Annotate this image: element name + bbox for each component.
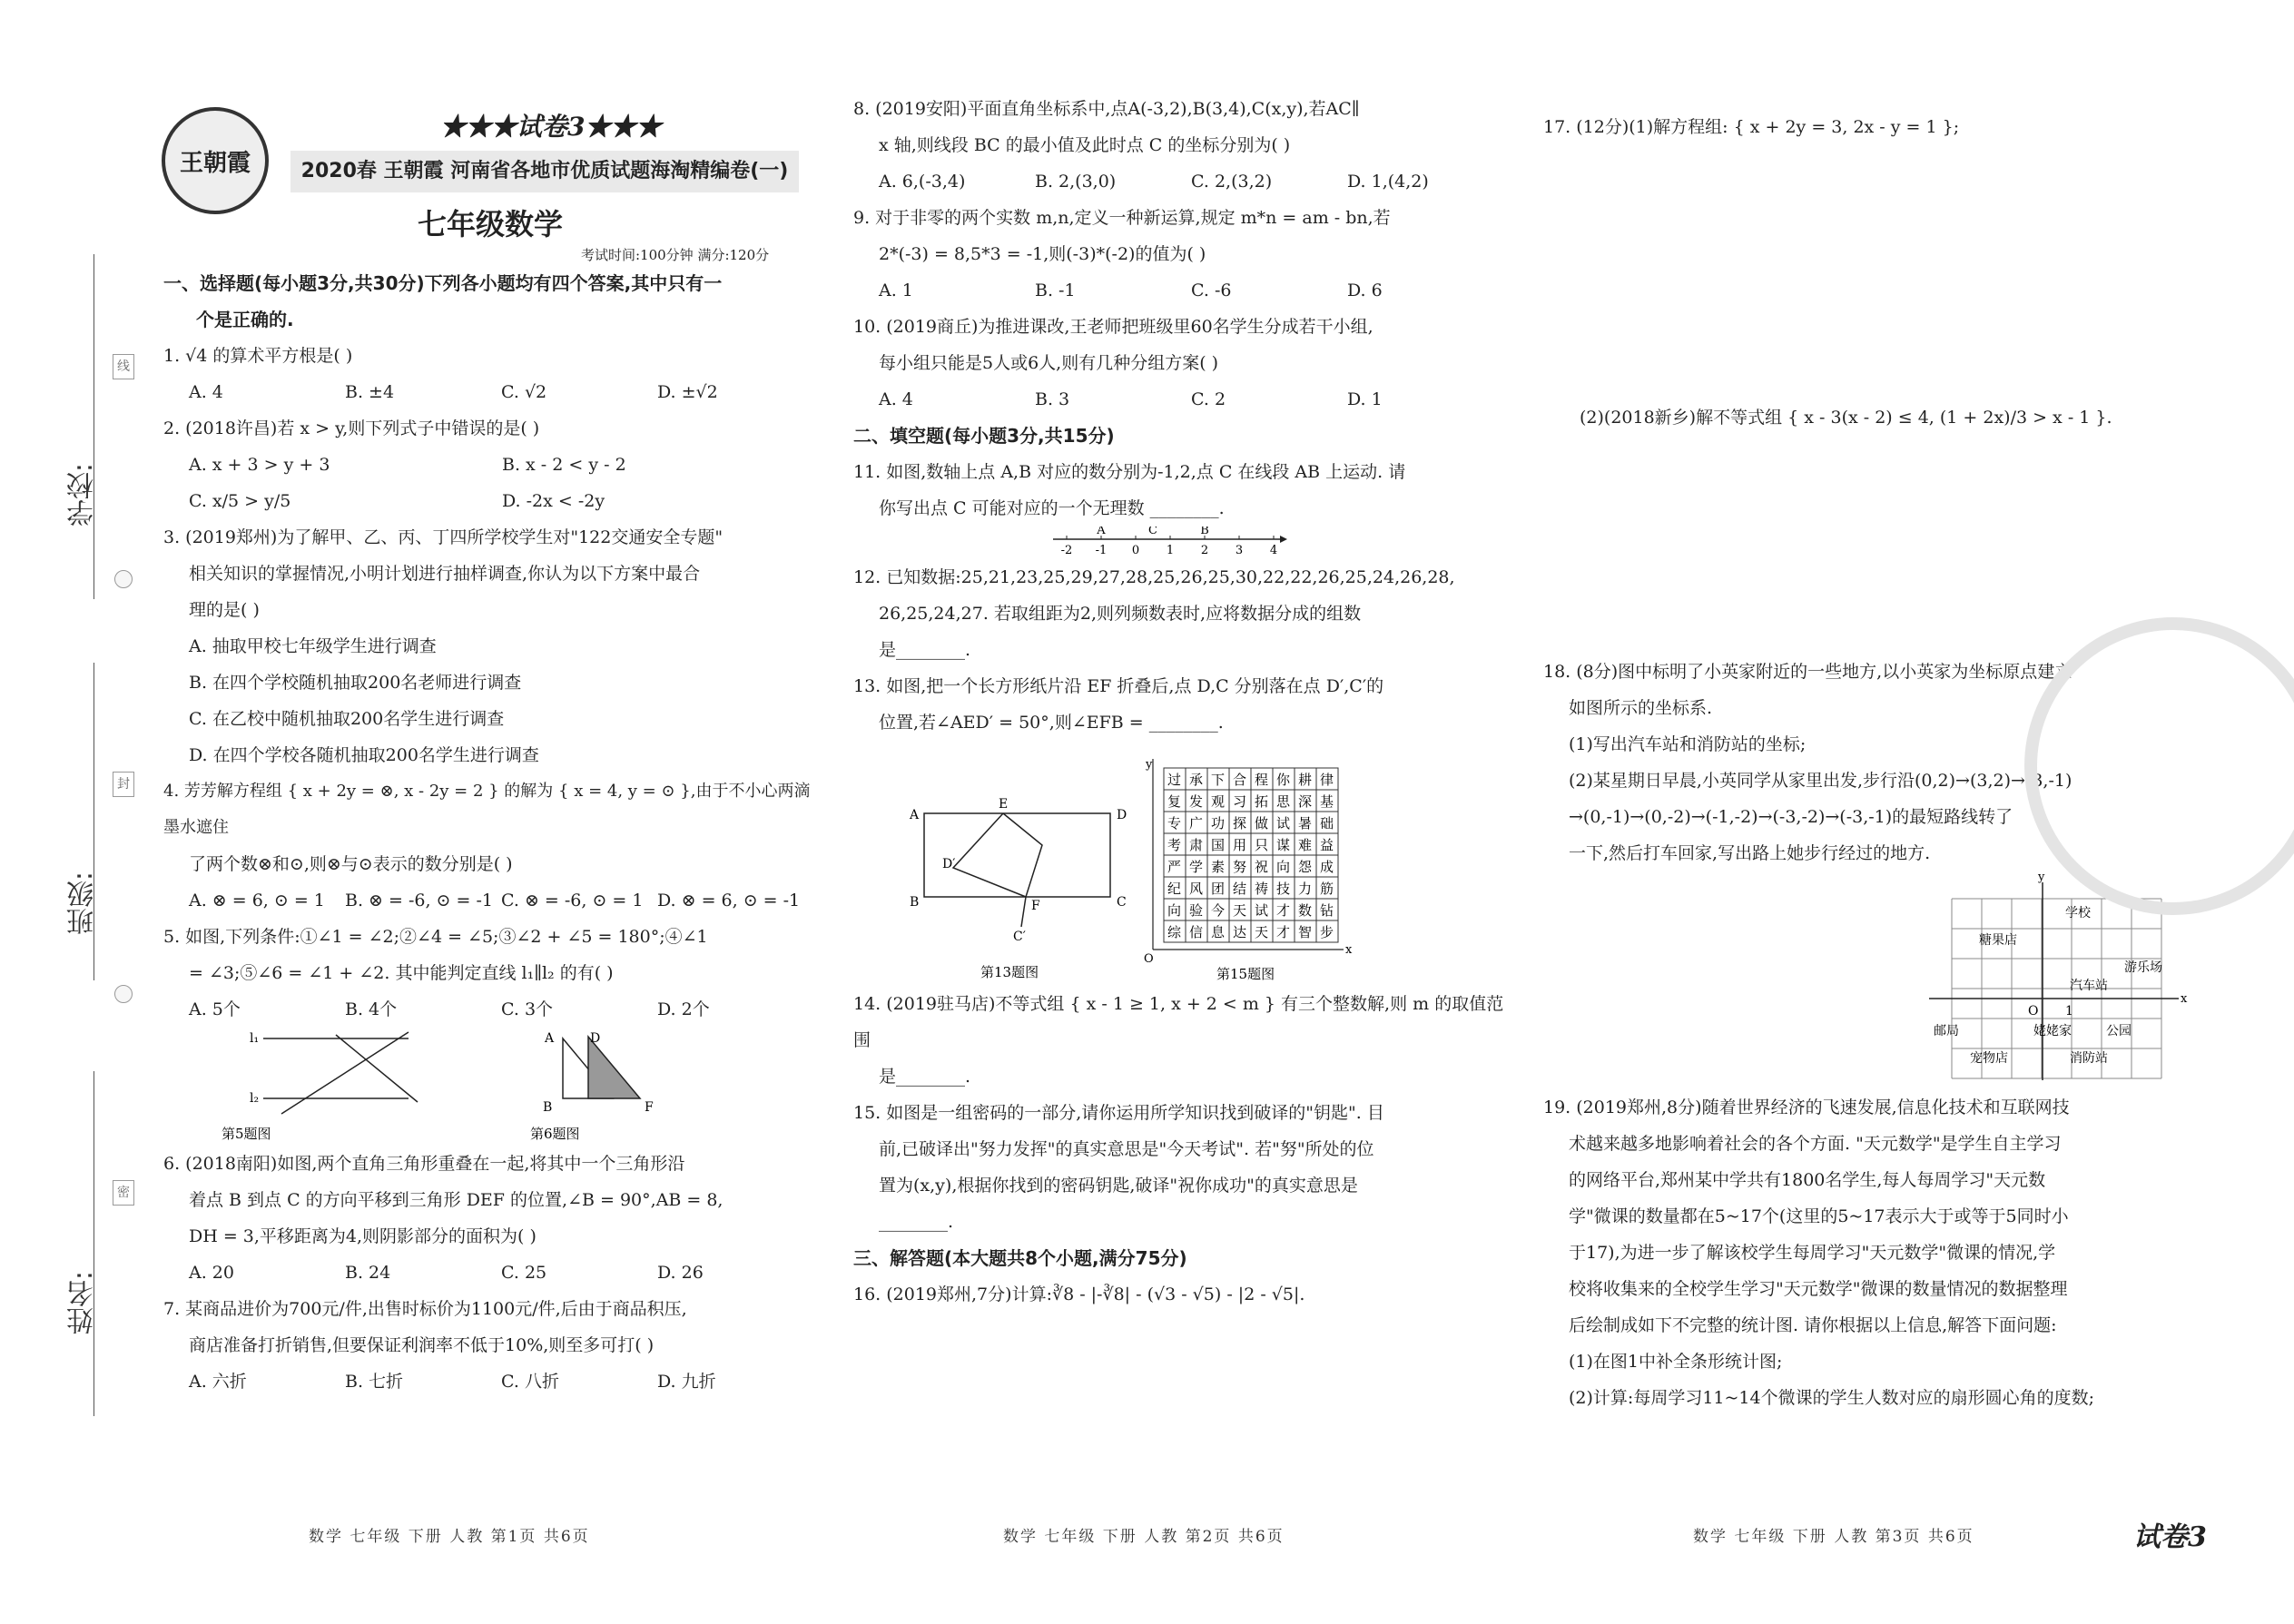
- question-12: 是________.: [879, 640, 971, 660]
- cipher-char: 筋: [1320, 881, 1334, 897]
- svg-text:D′: D′: [942, 857, 956, 871]
- option: C. 25: [501, 1263, 547, 1283]
- question-11: 你写出点 C 可能对应的一个无理数 ________.: [879, 498, 1225, 518]
- brand-logo: [162, 107, 269, 214]
- section-title: 一、选择题(每小题3分,共30分)下列各小题均有四个答案,其中只有一: [163, 272, 723, 294]
- question-18: 一下,然后打车回家,写出路上她步行经过的地方.: [1569, 843, 1931, 863]
- cipher-char: 肃: [1189, 837, 1204, 853]
- paper-badge: ★★★试卷3★★★: [440, 112, 662, 142]
- svg-text:D: D: [590, 1031, 601, 1046]
- svg-text:-2: -2: [1060, 544, 1073, 557]
- question-3: 3. (2019郑州)为了解甲、乙、丙、丁四所学校学生对"122交通安全专题": [163, 527, 724, 547]
- question-14: 14. (2019驻马店)不等式组 { x - 1 ≥ 1, x + 2 < m } 有三个整数解,则 m 的取值范围: [853, 994, 1504, 1050]
- option: B. -1: [1035, 281, 1076, 300]
- cipher-char: 础: [1320, 815, 1334, 832]
- cipher-char: 暑: [1298, 815, 1313, 832]
- binding-hole: [114, 570, 133, 588]
- cipher-char: 复: [1167, 793, 1182, 810]
- column-1: [163, 265, 817, 1400]
- cipher-char: 用: [1233, 837, 1247, 853]
- cipher-char: 观: [1211, 793, 1226, 810]
- cipher-char: 风: [1189, 881, 1204, 897]
- question-19: 的网络平台,郑州某中学共有1800名学生,每人每周学习"天元数: [1569, 1170, 2046, 1190]
- option: C. 八折: [501, 1372, 559, 1392]
- option: A. 1: [879, 281, 913, 300]
- question-15: 置为(x,y),根据你找到的密码钥匙,破译"祝你成功"的真实意思是: [879, 1176, 1358, 1196]
- question-10: 每小组只能是5人或6人,则有几种分组方案( ): [879, 353, 1219, 373]
- figure-15: [1144, 758, 1353, 982]
- number-line-figure: [853, 527, 1507, 559]
- question-19: 后绘制成如下不完整的统计图. 请你根据以上信息,解答下面问题:: [1569, 1315, 2057, 1335]
- footer-page-3: 数学 七年级 下册 人教 第3页 共6页: [1693, 1528, 1974, 1546]
- svg-text:B: B: [910, 895, 920, 910]
- option: A. 4: [879, 389, 913, 409]
- question-8: x 轴,则线段 BC 的最小值及此时点 C 的坐标分别为( ): [879, 135, 1291, 155]
- cipher-char: 技: [1276, 881, 1291, 897]
- option: C. x/5 > y/5: [189, 491, 291, 511]
- question-19: 19. (2019郑州,8分)随着世界经济的飞速发展,信息化技术和互联网技: [1543, 1097, 2070, 1117]
- cipher-char: 信: [1189, 924, 1204, 940]
- cipher-char: 耕: [1298, 772, 1313, 788]
- cipher-char: 思: [1276, 793, 1291, 810]
- cipher-char: 天: [1233, 902, 1247, 919]
- svg-text:l₂: l₂: [250, 1091, 260, 1106]
- cipher-char: 承: [1189, 772, 1204, 788]
- svg-text:y: y: [1146, 758, 1153, 772]
- question-18: (1)写出汽车站和消防站的坐标;: [1569, 734, 1807, 754]
- option: A. 六折: [189, 1372, 247, 1392]
- question-10: 10. (2019商丘)为推进课改,王老师把班级里60名学生分成若干小组,: [853, 317, 1373, 337]
- cipher-char: 国: [1211, 837, 1226, 853]
- cipher-char: 试: [1255, 902, 1269, 919]
- figures-13-15: [853, 741, 1507, 986]
- option: A. 6,(-3,4): [879, 172, 966, 192]
- cipher-char: 祷: [1255, 881, 1269, 897]
- option: C. -6: [1191, 281, 1232, 300]
- question-9: 9. 对于非零的两个实数 m,n,定义一种新运算,规定 m*n = am - bn,若: [853, 208, 1391, 228]
- cipher-char: 才: [1276, 902, 1291, 919]
- option: C. 2: [1191, 389, 1226, 409]
- number-line-svg: [853, 527, 1507, 559]
- school-label: 学校:: [67, 463, 99, 527]
- subject-title: 七年级数学: [417, 207, 563, 241]
- question-8: 8. (2019安阳)平面直角坐标系中,点A(-3,2),B(3,4),C(x,y),若AC∥: [853, 99, 1360, 119]
- options-q2: [163, 447, 817, 483]
- map-pet-shop: 宠物店: [1970, 1051, 2008, 1066]
- option: D. 2个: [657, 999, 710, 1019]
- svg-text:F: F: [1031, 899, 1040, 913]
- options-q7: [163, 1363, 817, 1400]
- question-11: 11. 如图,数轴上点 A,B 对应的数分别为-1,2,点 C 在线段 AB 上运动. 请: [853, 462, 1406, 482]
- figure-13-caption: 第13题图: [980, 964, 1039, 980]
- option: C. ⊗ = -6, ⊙ = 1: [501, 891, 644, 910]
- cipher-char: 探: [1233, 815, 1247, 832]
- question-16: 16. (2019郑州,7分)计算:∛8 - |-∛8| - (√3 - √5) - |2 - √5|.: [853, 1284, 1305, 1304]
- section-title: 二、填空题(每小题3分,共15分): [853, 425, 1115, 447]
- map-home: 姥姥家: [2033, 1024, 2072, 1038]
- svg-text:C′: C′: [1013, 930, 1026, 944]
- cipher-char: 达: [1233, 924, 1247, 940]
- cipher-char: 益: [1320, 837, 1334, 853]
- seal-mark: 密: [113, 1180, 134, 1206]
- exam-info: 考试时间:100分钟 满分:120分: [581, 247, 770, 263]
- option: B. ⊗ = -6, ⊙ = -1: [345, 891, 493, 910]
- class-label: 班级:: [67, 871, 99, 936]
- cipher-char: 拓: [1255, 793, 1269, 810]
- options-q1: [163, 374, 817, 410]
- map-playground: 游乐场: [2124, 960, 2162, 975]
- map-figure: [1543, 871, 2197, 1089]
- option: B. 2,(3,0): [1035, 172, 1117, 192]
- map-park: 公园: [2106, 1024, 2132, 1038]
- question-19: (2)计算:每周学习11~14个微课的学生人数对应的扇形圆心角的度数;: [1569, 1388, 2094, 1408]
- question-13: 13. 如图,把一个长方形纸片沿 EF 折叠后,点 D,C 分别落在点 D′,C′的: [853, 676, 1384, 696]
- question-18: 18. (8分)图中标明了小英家附近的一些地方,以小英家为坐标原点建立: [1543, 662, 2072, 682]
- cipher-char: 怨: [1298, 859, 1313, 875]
- option: C. 2,(3,2): [1191, 172, 1273, 192]
- figure-13-15-svg: [853, 741, 1507, 986]
- figure-13: [909, 797, 1127, 980]
- svg-text:E: E: [999, 797, 1009, 812]
- question-12: 12. 已知数据:25,21,23,25,29,27,28,25,26,25,30,22,22,26,25,24,26,28,: [853, 567, 1455, 587]
- option: D. -2x < -2y: [502, 491, 605, 511]
- option: D. 九折: [657, 1372, 716, 1392]
- option: D. ±√2: [657, 382, 718, 402]
- cipher-char: 发: [1189, 793, 1204, 810]
- map-bus-station: 汽车站: [2070, 979, 2108, 993]
- cipher-char: 智: [1298, 924, 1313, 940]
- svg-text:D: D: [1117, 808, 1127, 822]
- cipher-char: 专: [1167, 815, 1182, 832]
- figure-5-caption: 第5题图: [222, 1126, 271, 1142]
- question-19: 术越来越多地影响着社会的各个方面. "天元数学"是学生自主学习: [1569, 1134, 2062, 1154]
- figures-5-6: [163, 1028, 817, 1146]
- figure-6-caption: 第6题图: [530, 1126, 580, 1142]
- question-19: 于17),为进一步了解该校学生每周学习"天元数学"微课的情况,学: [1569, 1243, 2056, 1263]
- svg-text:y: y: [2038, 871, 2045, 884]
- option: B. 4个: [345, 999, 398, 1019]
- cipher-char: 向: [1276, 859, 1291, 875]
- svg-text:4: 4: [1269, 544, 1278, 557]
- cipher-char: 基: [1320, 793, 1334, 810]
- section-title: 个是正确的.: [196, 309, 294, 330]
- cipher-char: 向: [1167, 902, 1182, 919]
- question-17-part2: (2)(2018新乡)解不等式组 { x - 3(x - 2) ≤ 4, (1 + 2x)/3 > x - 1 }.: [1580, 408, 2112, 428]
- cipher-char: 功: [1211, 815, 1226, 832]
- option: C. 在乙校中随机抽取200名学生进行调查: [189, 709, 505, 729]
- question-15: ________.: [879, 1212, 954, 1232]
- options-q6: [163, 1255, 817, 1291]
- question-2: 2. (2018许昌)若 x > y,则下列式子中错误的是( ): [163, 418, 540, 438]
- option: D. 6: [1347, 281, 1383, 300]
- cipher-char: 验: [1189, 902, 1204, 919]
- question-7: 7. 某商品进价为700元/件,出售时标价为1100元/件,后由于商品积压,: [163, 1299, 687, 1319]
- cipher-char: 步: [1320, 924, 1334, 940]
- footer-tag: 试卷3: [2133, 1521, 2207, 1553]
- option: D. 1,(4,2): [1347, 172, 1429, 192]
- section-title: 三、解答题(本大题共8个小题,满分75分): [853, 1247, 1187, 1269]
- option: C. 3个: [501, 999, 554, 1019]
- cipher-char: 你: [1276, 772, 1291, 788]
- option: A. 5个: [189, 999, 241, 1019]
- cipher-char: 做: [1255, 815, 1269, 832]
- map-svg: [1543, 871, 2197, 1089]
- cipher-char: 下: [1211, 772, 1226, 788]
- svg-text:l₁: l₁: [250, 1031, 260, 1046]
- cipher-char: 成: [1320, 859, 1334, 875]
- question-18: 如图所示的坐标系.: [1569, 698, 1713, 718]
- question-19: 学"微课的数量都在5~17个(这里的5~17表示大于或等于5同时小: [1569, 1206, 2069, 1226]
- option: B. 3: [1035, 389, 1070, 409]
- cipher-char: 试: [1276, 815, 1291, 832]
- svg-text:-1: -1: [1095, 544, 1108, 557]
- binding-hole: [114, 985, 133, 1003]
- svg-text:O: O: [1144, 952, 1154, 966]
- origin-label: O: [2028, 1004, 2039, 1019]
- option: A. 抽取甲校七年级学生进行调查: [189, 636, 437, 656]
- cipher-char: 难: [1298, 837, 1313, 853]
- option: B. 在四个学校随机抽取200名老师进行调查: [189, 673, 522, 693]
- question-14: 是________.: [879, 1067, 971, 1087]
- options-q8: [853, 163, 1507, 200]
- option: D. 26: [657, 1263, 704, 1283]
- svg-text:x: x: [2181, 992, 2188, 1006]
- question-5: 5. 如图,下列条件:①∠1 = ∠2;②∠4 = ∠5;③∠2 + ∠5 = 180°;④∠1: [163, 927, 708, 947]
- options-q2: [163, 483, 817, 519]
- option: C. √2: [501, 382, 547, 402]
- map-school: 学校: [2065, 906, 2091, 920]
- map-fire-station: 消防站: [2070, 1051, 2108, 1066]
- svg-text:C: C: [1148, 527, 1157, 537]
- cipher-char: 严: [1167, 859, 1182, 875]
- options-q9: [853, 272, 1507, 309]
- cipher-char: 才: [1276, 924, 1291, 940]
- cipher-char: 谋: [1276, 837, 1291, 853]
- svg-text:A: A: [910, 808, 920, 822]
- seal-mark: 封: [113, 772, 134, 797]
- option: D. 1: [1347, 389, 1383, 409]
- cipher-char: 深: [1298, 793, 1313, 810]
- option: D. 在四个学校各随机抽取200名学生进行调查: [189, 745, 539, 765]
- option: B. 24: [345, 1263, 391, 1283]
- question-15: 前,已破译出"努力发挥"的真实意思是"今天考试". 若"努"所处的位: [879, 1139, 1374, 1159]
- name-label: 姓名:: [67, 1271, 99, 1335]
- option: A. x + 3 > y + 3: [189, 455, 330, 475]
- cipher-char: 程: [1255, 772, 1269, 788]
- cipher-char: 力: [1298, 881, 1313, 897]
- svg-text:C: C: [1117, 895, 1127, 910]
- cipher-char: 数: [1298, 902, 1313, 919]
- cipher-char: 纪: [1167, 881, 1182, 897]
- svg-text:0: 0: [1131, 544, 1140, 557]
- figure-5: [222, 1031, 418, 1142]
- cipher-char: 只: [1255, 837, 1269, 853]
- question-9: 2*(-3) = 8,5*3 = -1,则(-3)*(-2)的值为( ): [879, 244, 1206, 264]
- question-19: 校将收集来的全校学生学习"天元数学"微课的数量情况的数据整理: [1569, 1279, 2068, 1299]
- question-4: 了两个数⊗和⊙,则⊗与⊙表示的数分别是( ): [189, 854, 513, 874]
- cipher-char: 习: [1233, 793, 1247, 810]
- svg-text:A: A: [545, 1031, 555, 1046]
- cipher-char: 今: [1211, 902, 1226, 919]
- unit-label: 1: [2065, 1004, 2073, 1019]
- question-12: 26,25,24,27. 若取组距为2,则列频数表时,应将数据分成的组数: [879, 604, 1362, 624]
- figure-5-6-svg: [163, 1028, 817, 1146]
- figure-6: [530, 1031, 654, 1142]
- option: D. ⊗ = 6, ⊙ = -1: [657, 891, 801, 910]
- cipher-char: 钻: [1320, 902, 1334, 919]
- svg-text:x: x: [1345, 943, 1353, 957]
- cipher-char: 结: [1233, 881, 1247, 897]
- question-17: 17. (12分)(1)解方程组: { x + 2y = 3, 2x - y = 1 };: [1543, 117, 1960, 137]
- svg-text:3: 3: [1235, 544, 1244, 557]
- question-6: DH = 3,平移距离为4,则阴影部分的面积为( ): [189, 1226, 537, 1246]
- cipher-char: 过: [1167, 772, 1182, 788]
- question-13: 位置,若∠AED′ = 50°,则∠EFB = ________.: [879, 713, 1224, 733]
- question-4: 4. 芳芳解方程组 { x + 2y = ⊗, x - 2y = 2 } 的解为 { x = 4, y = ⊙ },由于不小心两滴墨水遮住: [163, 782, 811, 837]
- cipher-char: 努: [1233, 859, 1247, 875]
- cipher-char: 综: [1167, 924, 1182, 940]
- seal-mark: 线: [113, 354, 134, 379]
- question-6: 6. (2018南阳)如图,两个直角三角形重叠在一起,将其中一个三角形沿: [163, 1154, 685, 1174]
- options-q4: [163, 882, 817, 919]
- cipher-char: 学: [1189, 859, 1204, 875]
- svg-text:B: B: [1200, 527, 1209, 537]
- option: B. x - 2 < y - 2: [502, 455, 626, 475]
- cipher-char: 素: [1211, 859, 1226, 875]
- option: A. 4: [189, 382, 223, 402]
- svg-text:1: 1: [1166, 544, 1175, 557]
- question-5: = ∠3;⑤∠6 = ∠1 + ∠2. 其中能判定直线 l₁∥l₂ 的有( ): [189, 963, 614, 983]
- footer-page-2: 数学 七年级 下册 人教 第2页 共6页: [1003, 1528, 1285, 1546]
- option: A. ⊗ = 6, ⊙ = 1: [189, 891, 325, 910]
- question-7: 商店准备打折销售,但要保证利润率不低于10%,则至多可打( ): [189, 1335, 655, 1355]
- cipher-grid: [1164, 768, 1338, 942]
- cipher-char: 广: [1189, 815, 1204, 832]
- column-2: [853, 91, 1507, 1313]
- map-post-office: 邮局: [1934, 1024, 1959, 1038]
- question-18: (2)某星期日早晨,小英同学从家里出发,步行沿(0,2)→(3,2)→(3,-1): [1569, 771, 2072, 791]
- cipher-char: 考: [1167, 837, 1182, 853]
- cipher-char: 祝: [1255, 859, 1269, 875]
- map-candy-shop: 糖果店: [1979, 933, 2017, 948]
- question-6: 着点 B 到点 C 的方向平移到三角形 DEF 的位置,∠B = 90°,AB = 8,: [189, 1190, 724, 1210]
- question-1: 1. √4 的算术平方根是( ): [163, 346, 353, 366]
- svg-text:2: 2: [1200, 544, 1209, 557]
- cipher-char: 合: [1233, 772, 1247, 788]
- footer-page-1: 数学 七年级 下册 人教 第1页 共6页: [309, 1528, 590, 1546]
- options-q5: [163, 991, 817, 1028]
- svg-text:A: A: [1097, 527, 1106, 537]
- option: A. 20: [189, 1263, 234, 1283]
- question-18: →(0,-1)→(0,-2)→(-1,-2)→(-3,-2)→(-3,-1)的最短路线转了: [1569, 807, 2013, 827]
- brand-name: 王朝霞: [179, 149, 251, 177]
- cipher-char: 团: [1211, 881, 1226, 897]
- svg-text:B: B: [543, 1100, 553, 1115]
- option: B. ±4: [345, 382, 395, 402]
- series-title: 2020春 王朝霞 河南省各地市优质试题海淘精编卷(一): [290, 151, 799, 192]
- question-3: 理的是( ): [189, 600, 260, 620]
- cipher-char: 律: [1320, 772, 1334, 788]
- option: B. 七折: [345, 1372, 404, 1392]
- question-15: 15. 如图是一组密码的一部分,请你运用所学知识找到破译的"钥匙". 目: [853, 1103, 1384, 1123]
- svg-text:F: F: [645, 1100, 654, 1115]
- cipher-char: 息: [1211, 924, 1226, 940]
- question-3: 相关知识的掌握情况,小明计划进行抽样调查,你认为以下方案中最合: [189, 564, 701, 584]
- cipher-char: 天: [1255, 924, 1269, 940]
- options-q10: [853, 381, 1507, 418]
- figure-15-caption: 第15题图: [1216, 966, 1275, 982]
- question-19: (1)在图1中补全条形统计图;: [1569, 1352, 1783, 1372]
